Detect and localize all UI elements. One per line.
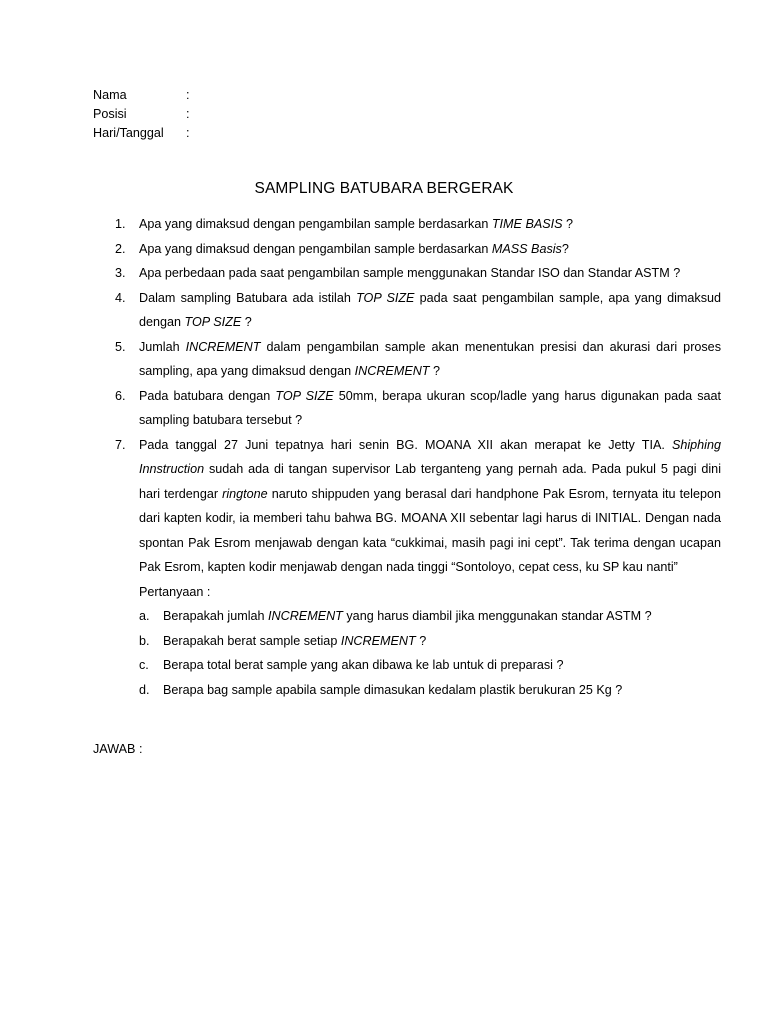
question-text bbox=[139, 335, 721, 384]
field-separator: : bbox=[186, 126, 190, 140]
pertanyaan-label: Pertanyaan : bbox=[139, 584, 211, 599]
subquestion-text bbox=[163, 604, 652, 629]
italic-term: INCREMENT bbox=[340, 633, 416, 648]
text-run: ? bbox=[415, 633, 427, 648]
text-run: Berapa bag sample apabila sample dimasukan kedalam plastik berukuran 25 Kg ? bbox=[163, 682, 623, 697]
subquestion-letter: d. bbox=[139, 682, 150, 697]
subquestion-text bbox=[163, 678, 622, 703]
text-run: 50mm, berapa ukuran scop/ladle yang harus digunakan pada saat sampling batubara tersebut ? bbox=[139, 388, 722, 427]
question-item bbox=[115, 384, 721, 433]
subquestion-item bbox=[139, 678, 721, 703]
field-separator: : bbox=[186, 107, 190, 121]
question-item bbox=[115, 261, 721, 286]
subquestion-letter: a. bbox=[139, 609, 150, 623]
subquestion-text bbox=[163, 653, 563, 678]
question-number: 7. bbox=[115, 437, 126, 452]
italic-term: TOP SIZE bbox=[356, 290, 415, 305]
text-run: ? bbox=[562, 217, 574, 231]
text-run: Berapakah berat sample setiap bbox=[163, 633, 341, 648]
field-nama bbox=[93, 86, 190, 105]
question-body bbox=[139, 433, 721, 703]
italic-term: INCREMENT bbox=[268, 609, 343, 623]
text-run: Apa yang dimaksud dengan pengambilan sample berdasarkan bbox=[139, 241, 492, 256]
question-number: 6. bbox=[115, 388, 126, 403]
field-label: Hari/Tanggal bbox=[93, 126, 164, 140]
text-run: dalam pengambilan sample akan menentukan presisi dan akurasi dari proses sampling, apa yang dimaksud dengan bbox=[139, 339, 721, 378]
subquestion-letter: c. bbox=[139, 658, 149, 672]
subquestion-item bbox=[139, 653, 721, 678]
italic-term: TOP SIZE bbox=[184, 315, 242, 329]
question-text bbox=[139, 433, 721, 580]
question-item bbox=[115, 433, 721, 703]
question-item bbox=[115, 237, 721, 262]
text-run: ? bbox=[429, 364, 441, 378]
question-number: 5. bbox=[115, 339, 126, 354]
text-run: ? bbox=[241, 315, 252, 329]
text-run: yang harus diambil jika menggunakan standar ASTM ? bbox=[342, 609, 652, 623]
text-run: Jumlah bbox=[139, 339, 186, 354]
question-list bbox=[115, 212, 721, 702]
question-text bbox=[139, 261, 721, 286]
text-run: Berapa total berat sample yang akan dibawa ke lab untuk di preparasi ? bbox=[163, 658, 564, 672]
text-run: sudah ada di tangan supervisor Lab terganteng yang pernah ada. Pada pukul 5 pagi dini hari terdengar bbox=[139, 462, 721, 501]
text-run: ? bbox=[561, 241, 569, 256]
text-run: Dalam sampling Batubara ada istilah bbox=[139, 290, 357, 305]
italic-term: INCREMENT bbox=[354, 364, 430, 378]
italic-term: TIME BASIS bbox=[491, 217, 563, 231]
question-item bbox=[115, 286, 721, 335]
italic-term: Shiphing Innstruction bbox=[139, 437, 721, 476]
field-label: Nama bbox=[93, 88, 127, 102]
text-run: naruto shippuden yang berasal dari handphone Pak Esrom, ternyata itu telepon dari kapten kodir, ia memberi tahu bahwa BG. MOANA XII sebentar lagi harus di INITIAL. Dengan nada spontan Pak Esrom menjawab dengan kata “cukkimai, masih pagi ini cept”. Tak terima dengan ucapan Pak Esrom, kapten kodir menjawab dengan nada tinggi “Sontoloyo, cepat cess, ku SP kau nanti” bbox=[139, 486, 721, 574]
italic-term: TOP SIZE bbox=[275, 388, 334, 403]
question-number: 1. bbox=[115, 217, 126, 231]
italic-term: MASS Basis bbox=[491, 241, 562, 256]
text-run: pada saat pengambilan sample, apa yang dimaksud dengan bbox=[139, 290, 722, 329]
question-number: 4. bbox=[115, 290, 126, 305]
text-run: Berapakah jumlah bbox=[163, 609, 269, 623]
text-run: Apa yang dimaksud dengan pengambilan sample berdasarkan bbox=[139, 217, 492, 231]
question-item bbox=[115, 335, 721, 384]
question-text bbox=[139, 286, 721, 335]
subquestion-letter: b. bbox=[139, 633, 150, 648]
question-item bbox=[115, 212, 721, 237]
question-number: 2. bbox=[115, 241, 126, 256]
question-number: 3. bbox=[115, 266, 126, 280]
question-text bbox=[139, 237, 721, 262]
document-title: SAMPLING BATUBARA BERGERAK bbox=[254, 180, 514, 197]
field-label: Posisi bbox=[93, 107, 127, 121]
italic-term: ringtone bbox=[222, 486, 268, 501]
subquestion-item bbox=[139, 629, 721, 654]
subquestion-item bbox=[139, 604, 721, 629]
subquestion-text bbox=[163, 629, 426, 654]
field-hari-tanggal bbox=[93, 124, 190, 143]
italic-term: INCREMENT bbox=[185, 339, 261, 354]
header-fields bbox=[93, 86, 190, 143]
field-posisi bbox=[93, 105, 190, 124]
text-run: Pada batubara dengan bbox=[139, 388, 276, 403]
text-run: Apa perbedaan pada saat pengambilan sample menggunakan Standar ISO dan Standar ASTM ? bbox=[139, 266, 681, 280]
text-run: Pada tanggal 27 Juni tepatnya hari senin BG. MOANA XII akan merapat ke Jetty TIA. bbox=[139, 437, 672, 452]
answer-label: JAWAB : bbox=[93, 742, 143, 756]
field-separator: : bbox=[186, 88, 190, 102]
question-text bbox=[139, 384, 721, 433]
question-text bbox=[139, 212, 721, 237]
